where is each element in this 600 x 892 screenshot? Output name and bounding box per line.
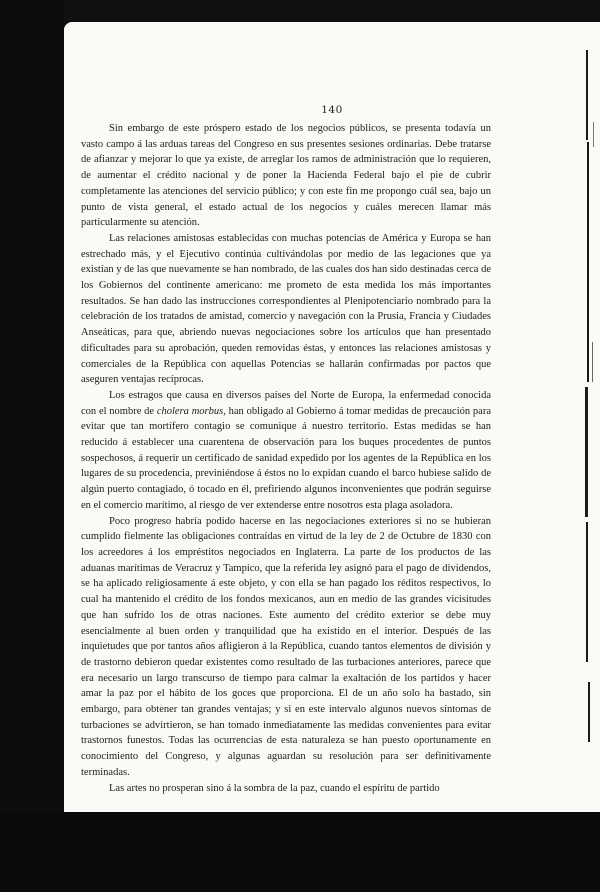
scan-border-bottom xyxy=(0,812,600,892)
paragraph-text: Las relaciones amistosas establecidas con muchas potencias de América y Europa se han estrechado más, y el Ejecutivo continúa cultivándolas por medio de las legaciones que ya existían y de las que nuevamente se han nombrado, de las cuales dos han sido destinadas cerca de los Gobiernos del continente americano: me prometo de esta medida los más importantes resultados. Se han dado las instrucciones correspondientes al Plenipotenciario nombrado para la celebración de los tratados de amistad, comercio y navegación con la Prusia, Francia y Ciudades Anseáticas, para que, abriendo nuevas negociaciones sobre los artículos que han presentado dificultades para su aprobación, queden removidas éstas, y entonces las relaciones amistosas y comerciales de la República con aquellas Potencias se hallarán confirmadas por pactos que aseguren ventajas recíprocas. xyxy=(81,232,491,386)
paragraph-prosperity xyxy=(81,121,491,231)
scan-border-left xyxy=(0,0,64,892)
paragraph-cholera xyxy=(81,388,491,514)
body-text xyxy=(81,121,491,796)
paragraph-text: , han obligado al Gobierno á tomar medidas de precaución para evitar que tan mortífero contagio se comunique á nuestro territorio. Estas medidas se han reducido á establecer una cuarentena de observación para los buques procedentes de puntos sospechosos, á requerir un certificado de sanidad expedido por los agentes de la República en los lugares de su procedencia, previniéndose á éstos no lo expidan cuando el barco hubiese salido de algún puerto contagiado, ó tocado en él, prefiriendo algunos inconvenientes que podrán seguirse en el comercio marítimo, al riesgo de ver extenderse entre nosotros esta plaga asoladora. xyxy=(81,405,491,511)
paragraph-text: Sin embargo de este próspero estado de los negocios públicos, se presenta todavía un vasto campo á las arduas tareas del Congreso en sus presentes sesiones ordinarias. Debe tratarse de afianzar y mejorar lo que ya existe, de arreglar los ramos de administración que lo requieren, de aumentar el crédito nacional y de poner la Hacienda Federal bajo el pie de cubrir completamente las atenciones del servicio público; y con este fin me propongo cuál sea, bajo un punto de vista general, el estado actual de los negocios y cuáles merecen llamar más particularmente su atención. xyxy=(81,123,491,229)
paragraph-credit xyxy=(81,514,491,781)
paragraph-text: Poco progreso habría podido hacerse en las negociaciones exteriores si no se hubieran cumplido fielmente las obligaciones contraídas en virtud de la ley de 2 de Octubre de 1830 con los acreedores á los empréstitos negociados en Inglaterra. La parte de los productos de las aduanas marítimas de Veracruz y Tampico, que la referida ley asignó para el pago de dividendos, se ha aplicado religiosamente á este objeto, y con ella se han pagado los réditos respectivos, lo cual ha mantenido el crédito de los fondos mexicanos, aun en medio de las grandes vicisitudes que han sufrido los de otras naciones. Este aumento del crédito exterior se debe muy esencialmente al buen orden y tranquilidad que ha existido en el interior. Después de las inquietudes que por tantos años afligieron á la República, cuando tantos elementos de división y de trastorno debieron quedar existentes como resultado de las turbaciones anteriores, parece que era necesario un largo transcurso de tiempo para calmar la exaltación de los partidos y hacer amar la paz por el hábito de los goces que proporciona. El de un año solo ha bastado, sin embargo, para obtener tan grandes ventajas; y si en este intervalo algunos nuevos síntomas de turbaciones se advirtieron, se han tomado inmediatamente las medidas convenientes para evitar trastornos funestos. Todas las ocurrencias de esta naturaleza se han puesto oportunamente en conocimiento del Congreso, y algunas aguardan su resolución para ser definitivamente terminadas. xyxy=(81,515,491,778)
italic-term: cholera morbus xyxy=(156,405,224,417)
paragraph-text: Los estragos que causa en diversos países del Norte de Europa, la enfermedad conocida con el nombre de xyxy=(81,389,491,417)
book-page xyxy=(64,22,600,812)
page-number: 140 xyxy=(321,104,343,116)
paragraph-foreign-relations xyxy=(81,231,491,388)
paragraph-arts xyxy=(81,781,491,797)
paragraph-text: Las artes no prosperan sino á la sombra de la paz, cuando el espíritu de partido xyxy=(109,782,440,794)
binding-edge xyxy=(536,42,600,812)
